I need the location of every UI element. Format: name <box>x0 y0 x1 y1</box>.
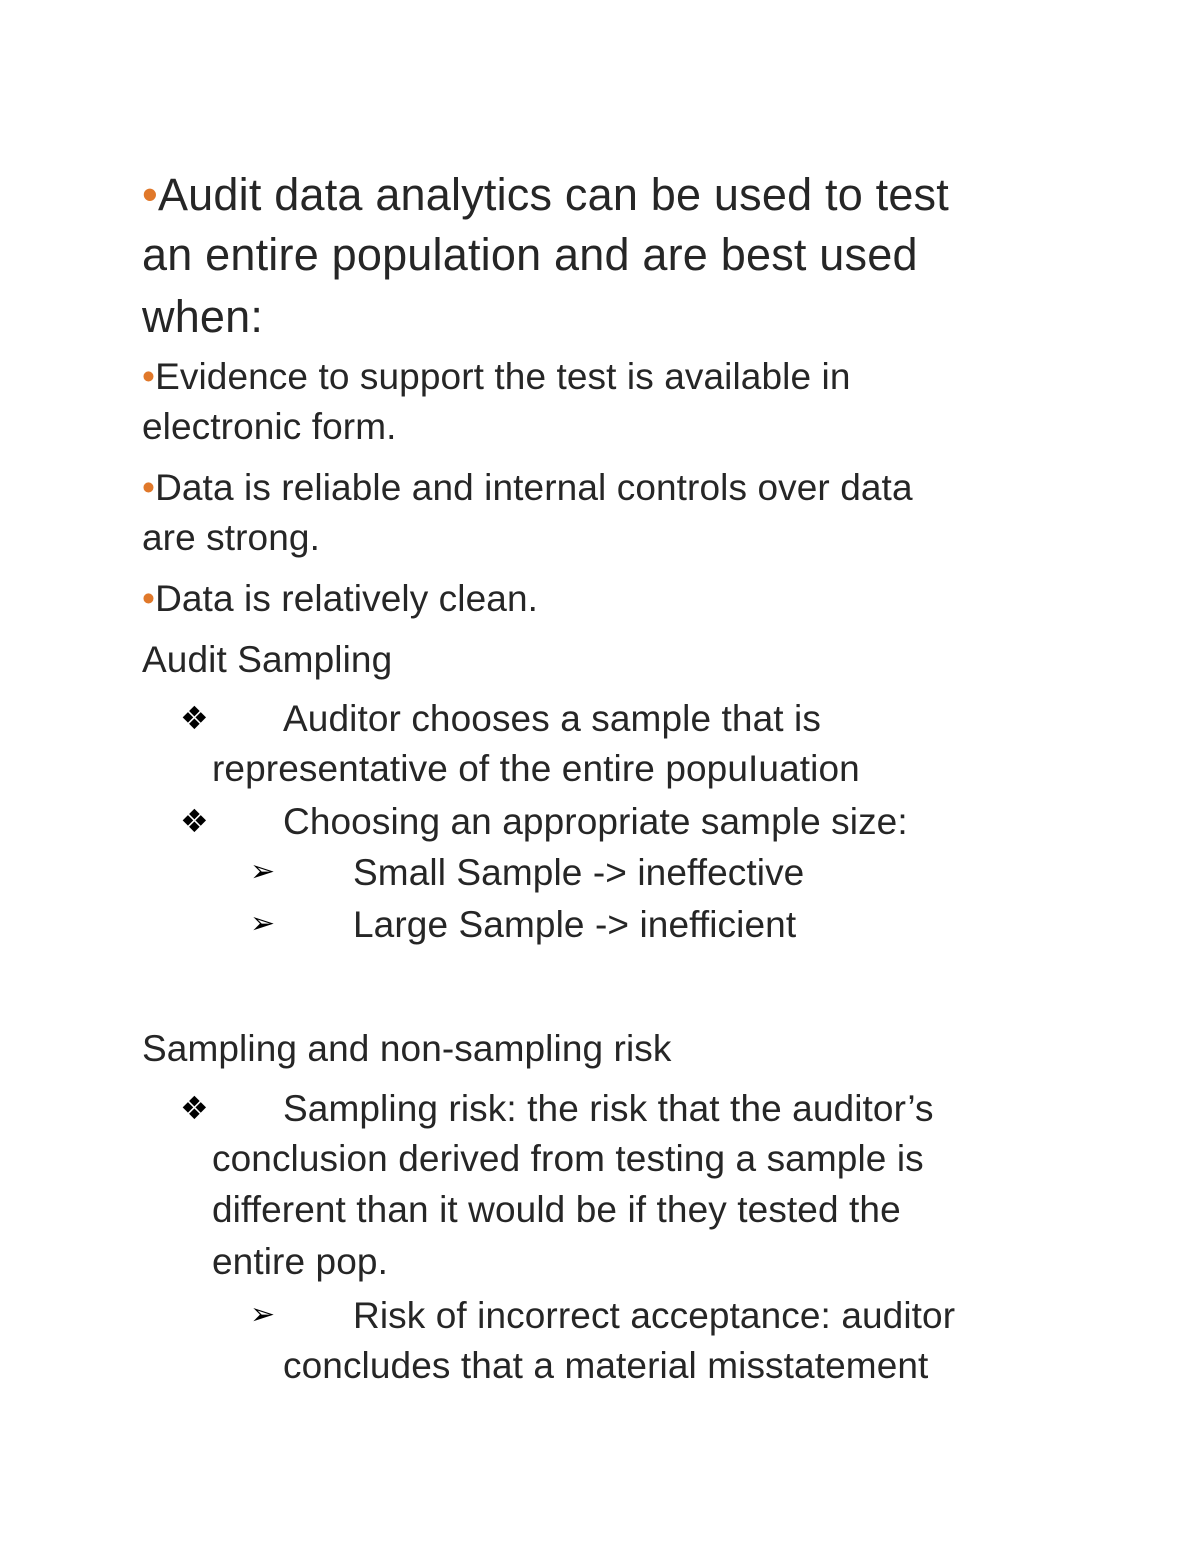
bullet-dot: • <box>142 169 158 220</box>
arrow-bullet-icon: ➢ <box>250 906 276 941</box>
sample-size-subitem-2: Large Sample -> inefficient <box>353 904 797 945</box>
sampling-risk-item-1-line-4: entire pop. <box>212 1241 388 1282</box>
diamond-bullet-icon: ❖ <box>180 802 209 840</box>
sampling-risk-item-1-line-3: different than it would be if they tested the <box>212 1189 901 1230</box>
audit-sampling-item-2-line-1: Choosing an appropriate sample size: <box>283 801 908 842</box>
condition-2-line-2: are strong. <box>142 517 320 558</box>
intro-line-1: •Audit data analytics can be used to test <box>142 169 949 220</box>
sample-size-subitem-1: Small Sample -> ineffective <box>353 852 805 893</box>
bullet-dot: • <box>142 467 156 508</box>
sampling-risk-heading: Sampling and non-sampling risk <box>142 1028 672 1069</box>
sampling-risk-item-1-line-2: conclusion derived from testing a sample is <box>212 1138 924 1179</box>
diamond-bullet-icon: ❖ <box>180 1089 209 1127</box>
arrow-bullet-icon: ➢ <box>250 854 276 889</box>
condition-1-line-1: •Evidence to support the test is available in <box>142 356 851 397</box>
condition-2-line-1: •Data is reliable and internal controls over data <box>142 467 913 508</box>
condition-1-line-2: electronic form. <box>142 406 397 447</box>
audit-sampling-heading: Audit Sampling <box>142 639 393 680</box>
condition-3-line-1: •Data is relatively clean. <box>142 578 539 619</box>
arrow-bullet-icon: ➢ <box>250 1297 276 1332</box>
bullet-dot: • <box>142 356 156 397</box>
intro-line-2: an entire population and are best used <box>142 229 918 280</box>
intro-line-3: when: <box>142 291 264 342</box>
incorrect-acceptance-line-1: Risk of incorrect acceptance: auditor <box>353 1295 956 1336</box>
bullet-dot: • <box>142 578 156 619</box>
sampling-risk-item-1-line-1: Sampling risk: the risk that the auditor’s <box>283 1088 934 1129</box>
audit-sampling-item-1-line-1: Auditor chooses a sample that is <box>283 698 821 739</box>
diamond-bullet-icon: ❖ <box>180 699 209 737</box>
audit-sampling-item-1-line-2: representative of the entire popuIuation <box>212 748 860 789</box>
incorrect-acceptance-line-2: concludes that a material misstatement <box>283 1345 929 1386</box>
